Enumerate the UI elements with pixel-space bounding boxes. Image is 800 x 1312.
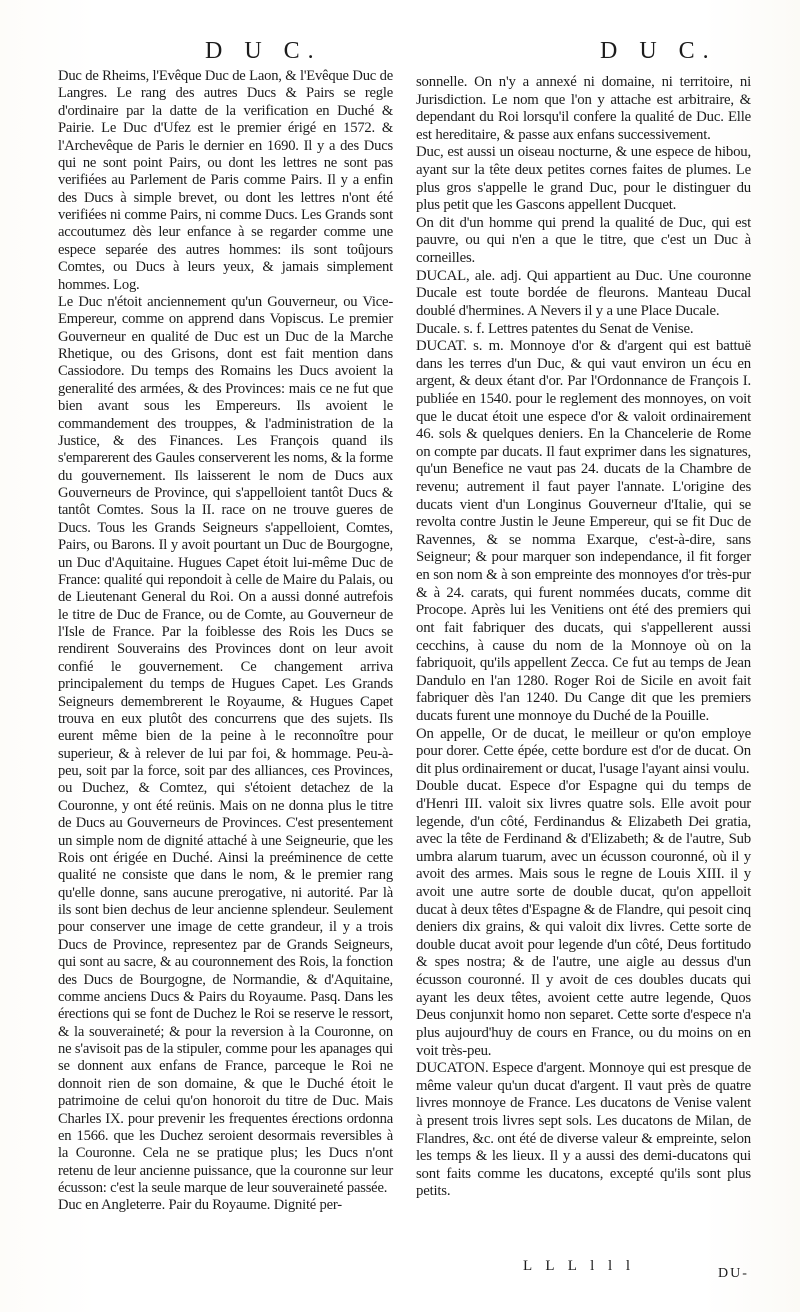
entry-paragraph: DUCATON. Espece d'argent. Monnoye qui est presque de même valeur qu'un ducat d'argent. Il vaut près de quatre livres monnoye de France. Les ducatons de Venise valent à present trois livres sept sols. Les ducatons de Milan, de Flandres, &c. ont été de diverse valeur & empreinte, selon les temps & les lieux. Il y a aussi des demi-ducatons qui sont faits comme les ducatons, excepté qu'ils sont plus petits.	[416, 1060, 751, 1200]
entry-paragraph: On appelle, Or de ducat, le meilleur or qu'on employe pour dorer. Cette épée, cette bordure est d'or de ducat. On dit plus ordinairement or ducat, l'usage l'ayant ainsi voulu.	[416, 725, 751, 777]
entry-paragraph: Le Duc n'étoit anciennement qu'un Gouverneur, ou Vice-Empereur, comme on apprend dans Vopiscus. Le premier Gouverneur en qualité de Duc est un Duc de la Marche Rhetique, ou des Grisons, dont est fait mention dans Cassiodore. Du temps des Romains les Ducs avoient la generalité des armées, & des Provinces: mais ce ne fut que bien avant sous les Empereurs. Ils avoient le commandement des trouppes, & l'administration de la Justice, & des Finances. Les François quand ils s'emparerent des Gaules conserverent les noms, & la forme du gouvernement. Ils laisserent le nom de Ducs aux Gouverneurs de Province, qui s'appelloient tantôt Ducs & tantôt Comtes. Sous la II. race on ne trouve gueres de Ducs. Tous les Grands Seigneurs s'appelloient, Comtes, Pairs, ou Barons. Il y avoit pourtant un Duc de Bourgogne, un Duc d'Aquitaine. Hugues Capet étoit lui-même Duc de France: qualité qui repondoit à celle de Maire du Palais, ou de Lieutenant General du Roi. On a aussi donné autrefois le titre de Duc de France, ou de Comte, au Gouverneur de l'Isle de France. Par la foiblesse des Rois les Ducs se rendirent Souverains des Provinces dont on leur avoit confié le gouvernement. Ce changement arriva principalement du temps de Hugues Capet. Les Grands Seigneurs demembrerent le Royaume, & Hugues Capet trouva en eux plutôt des concurrens que des sujets. Ils eurent même bien de la peine à le reconnoître pour superieur, & à relever de lui par foi, & hommage. Peu-à-peu, soit par la force, soit par des alliances, ces Provinces, ou Duchez, & Comtez, qui s'étoient detachez de la Couronne, y ont été reünis. Mais on ne donna plus le titre de Ducs au Gouverneurs de Provinces. C'est presentement un simple nom de dignité attaché à une Seigneurie, que les Rois ont érigée en Duché. Ainsi la preéminence de cette qualité ne consiste que dans le nom, & le premier rang qu'elle donne, sans aucune prerogative, ni autorité. Par là ils sont bien dechus de leur ancienne splendeur. Seulement pour conserver une image de cette grandeur, il y a trois Ducs de Province, representez par de Grands Seigneurs, qui sont au sacre, & au couronnement des Rois, la fonction des Ducs de Bourgogne, de Normandie, & d'Aquitaine, comme anciens Ducs & Pairs du Royaume. Pasq. Dans les érections qui se font de Duchez le Roi se reserve le ressort, & la souveraineté; & pour la reversion à la Couronne, on ne s'avisoit pas de la stipuler, comme pour les apanages qui se donnent aux enfans de France, parceque le Roi ne donnoit rien de son domaine, & que le Duché étoit le patrimoine de celui qu'on honoroit du titre de Duc. Mais Charles IX. pour prevenir les frequentes érections ordonna en 1566. que les Duchez seroient desormais reversibles à la Couronne. Cela ne se pratique plus; les Ducs n'ont retenu de leur ancienne puissance, que la couronne sur leur écusson: c'est la seule marque de leur souveraineté passée.	[58, 293, 393, 1196]
signature-mark: L L L l l l	[523, 1258, 636, 1274]
running-head-right: D U C.	[600, 38, 717, 64]
catchword: DU-	[718, 1266, 749, 1281]
entry-paragraph: sonnelle. On n'y a annexé ni domaine, ni territoire, ni Jurisdiction. Le nom que l'on y attache est arbitraire, & dependant du Roi lorsqu'il confere la qualité de Duc. Elle est hereditaire, & passe aux enfans successivement.	[416, 74, 751, 143]
entry-paragraph: DUCAL, ale. adj. Qui appartient au Duc. Une couronne Ducale est toute bordée de fleurons. Manteau Ducal doublé d'hermines. A Nevers il y a une Place Ducale.	[416, 267, 751, 319]
running-head-left: D U C.	[205, 38, 322, 64]
entry-paragraph: DUCAT. s. m. Monnoye d'or & d'argent qui est battuë dans les terres d'un Duc, & qui vaut environ un écu en argent, & deux étant d'or. Par l'Ordonnance de François I. publiée en 1540. pour le reglement des monnoyes, on voit que le ducat étoit une espece d'or & valoit ordinairement 46. sols & quelques deniers. En la Chancelerie de Rome on compte par ducats. Il faut exprimer dans les signatures, qu'un Benefice ne vaut pas 24. ducats de la Chambre de revenu; autrement il faut payer l'annate. L'origine des ducats vient d'un Longinus Gouverneur d'Italie, qui se revolta contre Justin le Jeune Empereur, qui se fit Duc de Ravennes, & se nomma Exarque, c'est-à-dire, sans Seigneur; & pour marquer son independance, il fit forger en son nom & à son empreinte des monnoyes d'or très-pur & à 24. carats, qui furent nommées ducats, comme dit Procope. Après lui les Venitiens ont été des premiers qui ont fait fabriquer des ducats, qui s'appellerent aussi cecchins, à cause du nom de la Monnoye où on la fabriquoit, qu'ils appellent Zecca. Ce fut au temps de Jean Dandulo en l'an 1280. Roger Roi de Sicile en avoit fait fabriquer dès l'an 1240. Du Cange dit que les premiers ducats furent une monnoye du Duché de la Pouille.	[416, 338, 751, 724]
right-column	[416, 74, 751, 1201]
left-column	[58, 68, 393, 1215]
entry-paragraph: Duc de Rheims, l'Evêque Duc de Laon, & l'Evêque Duc de Langres. Le rang des autres Ducs & Pairs se regle d'ordinaire par la datte de la verification en Duché & Pairie. Le Duc d'Ufez est le premier érigé en 1572. & l'Archevêque de Paris le dernier en 1690. Il y a des Ducs qui ne sont point Pairs, ou dont les lettres ne sont pas verifiées au Parlement de Paris comme Pairs. Il y a enfin des Ducs à simple brevet, ou dont les lettres n'ont été verifiées ni comme Pairs, ni comme Ducs. Les Grands sont accoutumez dès leur enfance à se regarder comme une espece separée des autres hommes: ils sont toûjours Comtes, ou Ducs à leurs yeux, & jamais simplement hommes. Log.	[58, 68, 393, 293]
entry-paragraph: On dit d'un homme qui prend la qualité de Duc, qui est pauvre, ou qui n'en a que le titre, que c'est un Duc à corneilles.	[416, 214, 751, 267]
entry-paragraph: Ducale. s. f. Lettres patentes du Senat de Venise.	[416, 320, 694, 337]
entry-paragraph: Double ducat. Espece d'or Espagne qui du temps de d'Henri III. valoit six livres quatre sols. Elle avoit pour legende, d'un côté, Ferdinandus & Elizabeth Dei gratia, avec la tête de Ferdinand & d'Elizabeth; & de l'autre, Sub umbra alarum tuarum, avec un écusson couronné, où il y avoit des armes. Mais sous le regne de Louis XIII. il y avoit une autre sorte de double ducat, qu'on appelloit ducat à deux têtes d'Espagne & de Flandre, qui pesoit cinq deniers dix grains, & qui valoit dix livres. Cette sorte de double ducat avoit pour legende d'un côté, Deus fortitudo & spes nostra; & de l'autre, une aigle au dessus d'un écusson couronné. Il y avoit de ces doubles ducats qui ayant les deux têtes, avoient cette autre legende, Quos Deus conjunxit homo non separet. Cette sorte d'espece n'a plus aujourd'huy de cours en France, ou du moins on en voit très-peu.	[416, 778, 751, 1059]
entry-paragraph: Duc, est aussi un oiseau nocturne, & une espece de hibou, ayant sur la tête deux petites cornes faites de plumes. Le plus gros s'appelle le grand Duc, pour le distinguer du plus petit que les Gascons appellent Ducquet.	[416, 144, 751, 214]
entry-paragraph: Duc en Angleterre. Pair du Royaume. Dignité per-	[58, 1197, 342, 1214]
